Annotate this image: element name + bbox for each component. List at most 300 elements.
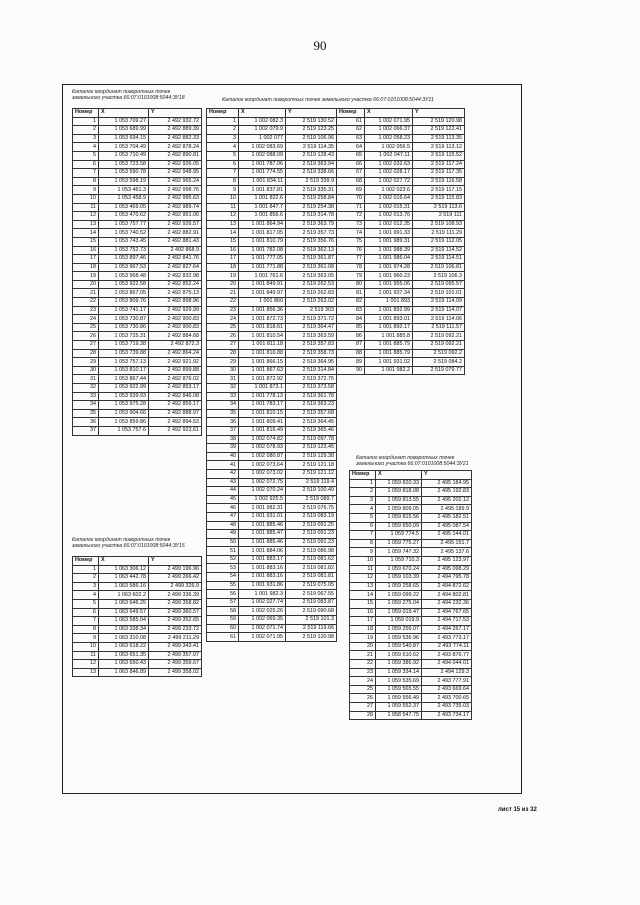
table-row — [73, 574, 202, 583]
y-coordinate-cell: 2 492 882.33 — [149, 134, 202, 143]
x-coordinate-cell: 1 002 071.95 — [365, 117, 413, 126]
x-coordinate-cell: 1 001 847.7 — [239, 203, 286, 212]
point-number-cell: 70 — [337, 194, 365, 203]
col-header-x: X — [376, 471, 422, 480]
x-coordinate-cell: 1 002 071.95 — [239, 633, 286, 642]
y-coordinate-cell: 2 519 111 — [413, 212, 465, 221]
point-number-cell: 32 — [207, 384, 239, 393]
point-number-cell: 34 — [207, 401, 239, 410]
x-coordinate-cell: 1 059 019.9 — [376, 617, 422, 626]
y-coordinate-cell: 2 493 773.17 — [422, 634, 472, 643]
y-coordinate-cell: 2 492 889.39 — [149, 126, 202, 135]
y-coordinate-cell: 2 519 356.76 — [286, 237, 337, 246]
table-row — [207, 598, 337, 607]
y-coordinate-cell: 2 519 081.62 — [286, 555, 337, 564]
table-row — [207, 504, 337, 513]
table-row — [73, 169, 202, 178]
y-coordinate-cell: 2 519 100.49 — [286, 487, 337, 496]
x-coordinate-cell: 1 002 073.64 — [239, 461, 286, 470]
x-coordinate-cell: 1 053 757.6 — [99, 426, 149, 435]
table-row — [207, 538, 337, 547]
y-coordinate-cell: 2 519 129.38 — [286, 452, 337, 461]
y-coordinate-cell: 2 499 358.02 — [149, 668, 202, 677]
y-coordinate-cell: 2 495 137.6 — [422, 548, 472, 557]
x-coordinate-cell: 1 053 757.77 — [99, 220, 149, 229]
table-row — [337, 246, 465, 255]
y-coordinate-cell: 2 495 202.12 — [422, 496, 472, 505]
y-coordinate-cell: 2 519 361.78 — [286, 392, 337, 401]
point-number-cell: 19 — [207, 272, 239, 281]
table-row — [207, 392, 337, 401]
x-coordinate-cell: 1 001 774.55 — [239, 169, 286, 178]
y-coordinate-cell: 2 492 882.91 — [149, 229, 202, 238]
point-number-cell: 84 — [337, 315, 365, 324]
point-number-cell: 6 — [73, 608, 99, 617]
x-coordinate-cell: 1 002 058.23 — [365, 134, 413, 143]
point-number-cell: 9 — [350, 548, 376, 557]
table-row — [337, 280, 465, 289]
table-row — [207, 341, 337, 350]
y-coordinate-cell: 2 492 932.72 — [149, 117, 202, 126]
point-number-cell: 28 — [73, 349, 99, 358]
y-coordinate-cell: 2 519 092.21 — [413, 332, 465, 341]
table-row — [73, 263, 202, 272]
table-row — [207, 169, 337, 178]
y-coordinate-cell: 2 519 361.87 — [286, 255, 337, 264]
table-row — [73, 117, 202, 126]
x-coordinate-cell: 1 059 540.87 — [376, 642, 422, 651]
x-coordinate-cell: 1 001 816.88 — [239, 349, 286, 358]
point-number-cell: 36 — [207, 418, 239, 427]
table-row — [337, 298, 465, 307]
y-coordinate-cell: 2 519 130.52 — [286, 117, 337, 126]
point-number-cell: 2 — [73, 574, 99, 583]
y-coordinate-cell: 2 519 357.68 — [286, 409, 337, 418]
y-coordinate-cell: 2 519 258.84 — [286, 194, 337, 203]
y-coordinate-cell: 2 519 086.98 — [286, 547, 337, 556]
col-header-num: Номер — [207, 109, 239, 118]
point-number-cell: 54 — [207, 573, 239, 582]
y-coordinate-cell: 2 519 120.98 — [413, 117, 465, 126]
x-coordinate-cell: 1 001 872.73 — [239, 315, 286, 324]
y-coordinate-cell: 2 519 262.83 — [286, 289, 337, 298]
x-coordinate-cell: 1 002 023.6 — [365, 186, 413, 195]
x-coordinate-cell: 1 002 016.64 — [365, 194, 413, 203]
x-coordinate-cell: 1 001 787.06 — [239, 160, 286, 169]
col-header-num: Номер — [73, 109, 99, 118]
table-row — [350, 608, 472, 617]
y-coordinate-cell: 2 519 089.7 — [286, 495, 337, 504]
x-coordinate-cell: 1 001 866.15 — [239, 358, 286, 367]
y-coordinate-cell: 2 519 114.51 — [413, 255, 465, 264]
y-coordinate-cell: 2 492 881.43 — [149, 237, 202, 246]
y-coordinate-cell: 2 494 129.3 — [422, 668, 472, 677]
y-coordinate-cell: 2 494 767.65 — [422, 608, 472, 617]
point-number-cell: 89 — [337, 358, 365, 367]
y-coordinate-cell: 2 494 802.81 — [422, 591, 472, 600]
table-row — [73, 375, 202, 384]
point-number-cell: 25 — [207, 323, 239, 332]
y-coordinate-cell: 2 492 965.24 — [149, 177, 202, 186]
y-coordinate-cell: 2 519 116.58 — [413, 177, 465, 186]
table-row — [73, 289, 202, 298]
x-coordinate-cell: 1 053 897.46 — [99, 255, 149, 264]
x-coordinate-cell: 1 001 893 — [365, 298, 413, 307]
point-number-cell: 39 — [207, 444, 239, 453]
table-row — [207, 143, 337, 152]
table-row — [73, 591, 202, 600]
point-number-cell: 25 — [73, 323, 99, 332]
point-number-cell: 17 — [350, 617, 376, 626]
x-coordinate-cell: 1 053 458.9 — [99, 194, 149, 203]
x-coordinate-cell: 1 001 884.06 — [239, 547, 286, 556]
point-number-cell: 12 — [350, 574, 376, 583]
caption-zu15-line1: Каталог координат поворотных точек — [72, 537, 171, 543]
table-row — [337, 160, 465, 169]
x-coordinate-cell: 1 053 710.49 — [99, 151, 149, 160]
x-coordinate-cell: 1 063 310.08 — [99, 634, 149, 643]
point-number-cell: 22 — [73, 298, 99, 307]
point-number-cell: 44 — [207, 487, 239, 496]
point-number-cell: 32 — [73, 384, 99, 393]
y-coordinate-cell: 2 492 926.05 — [149, 160, 202, 169]
point-number-cell: 50 — [207, 538, 239, 547]
point-number-cell: 17 — [73, 255, 99, 264]
x-coordinate-cell: 1 002 027.72 — [365, 177, 413, 186]
table-row — [73, 642, 202, 651]
point-number-cell: 52 — [207, 555, 239, 564]
y-coordinate-cell: 2 493 735.03 — [422, 703, 472, 712]
y-coordinate-cell: 2 493 700.65 — [422, 694, 472, 703]
point-number-cell: 12 — [207, 212, 239, 221]
y-coordinate-cell: 2 519 123.45 — [286, 444, 337, 453]
y-coordinate-cell: 2 492 951.06 — [149, 212, 202, 221]
x-coordinate-cell: 1 053 859.86 — [99, 418, 149, 427]
x-coordinate-cell: 1 059 813.55 — [376, 496, 422, 505]
point-number-cell: 13 — [207, 220, 239, 229]
table-row — [73, 426, 202, 435]
y-coordinate-cell: 2 495 144.01 — [422, 531, 472, 540]
table-row — [207, 289, 337, 298]
table-row — [207, 375, 337, 384]
y-coordinate-cell: 2 519 075.05 — [286, 581, 337, 590]
point-number-cell: 37 — [73, 426, 99, 435]
y-coordinate-cell: 2 519 117.35 — [413, 169, 465, 178]
point-number-cell: 2 — [73, 126, 99, 135]
x-coordinate-cell: 1 001 885.8 — [365, 332, 413, 341]
table-row — [350, 522, 472, 531]
table-row — [350, 505, 472, 514]
table-row — [207, 186, 337, 195]
y-coordinate-cell: 2 519 081.81 — [286, 573, 337, 582]
y-coordinate-cell: 2 519 121.18 — [286, 461, 337, 470]
x-coordinate-cell: 1 001 778.13 — [239, 392, 286, 401]
table-row — [350, 531, 472, 540]
table-row — [207, 607, 337, 616]
table-row — [207, 384, 337, 393]
y-coordinate-cell: 2 519 363.59 — [286, 332, 337, 341]
table-row — [207, 401, 337, 410]
x-coordinate-cell: 1 001 937.34 — [365, 289, 413, 298]
y-coordinate-cell: 2 499 326.9 — [149, 582, 202, 591]
point-number-cell: 66 — [337, 160, 365, 169]
col-header-num: Номер — [350, 471, 376, 480]
y-coordinate-cell: 2 495 151.7 — [422, 539, 472, 548]
table-header-row — [337, 109, 465, 118]
x-coordinate-cell: 1 001 761.6 — [239, 272, 286, 281]
x-coordinate-cell: 1 001 818.61 — [239, 323, 286, 332]
table-row — [73, 323, 202, 332]
x-coordinate-cell: 1 002 032.63 — [365, 160, 413, 169]
y-coordinate-cell: 2 499 266.42 — [149, 574, 202, 583]
x-coordinate-cell: 1 001 988.39 — [365, 246, 413, 255]
table-row — [73, 255, 202, 264]
table-row — [207, 349, 337, 358]
point-number-cell: 60 — [207, 624, 239, 633]
point-number-cell: 18 — [73, 263, 99, 272]
point-number-cell: 13 — [350, 582, 376, 591]
table-row — [73, 341, 202, 350]
y-coordinate-cell: 2 494 872.62 — [422, 582, 472, 591]
point-number-cell: 9 — [73, 634, 99, 643]
y-coordinate-cell: 2 519 364.95 — [286, 358, 337, 367]
caption-zu11: Каталог координат поворотных точек земельного участка 66:07:0101008:5044:ЗУ11 — [222, 97, 434, 103]
y-coordinate-cell: 2 492 995.63 — [149, 194, 202, 203]
table-row — [337, 151, 465, 160]
table-row — [73, 272, 202, 281]
x-coordinate-cell: 1 001 885.46 — [239, 538, 286, 547]
y-coordinate-cell: 2 519 117.15 — [413, 186, 465, 195]
table-row — [207, 487, 337, 496]
y-coordinate-cell: 2 519 106.96 — [286, 134, 337, 143]
y-coordinate-cell: 2 493 669.64 — [422, 685, 472, 694]
table-row — [73, 126, 202, 135]
point-number-cell: 24 — [350, 677, 376, 686]
x-coordinate-cell: 1 053 743.45 — [99, 237, 149, 246]
x-coordinate-cell: 1 053 968.48 — [99, 272, 149, 281]
x-coordinate-cell: 1 001 860 — [239, 298, 286, 307]
point-number-cell: 15 — [350, 599, 376, 608]
table-row — [350, 496, 472, 505]
table-row — [73, 392, 202, 401]
x-coordinate-cell: 1 001 883.16 — [239, 564, 286, 573]
table-row — [350, 574, 472, 583]
y-coordinate-cell: 2 493 734.17 — [422, 711, 472, 720]
point-number-cell: 83 — [337, 306, 365, 315]
table-row — [73, 582, 202, 591]
x-coordinate-cell: 1 001 782.08 — [239, 246, 286, 255]
y-coordinate-cell: 2 495 184.95 — [422, 479, 472, 488]
table-row — [73, 384, 202, 393]
x-coordinate-cell: 1 001 883.16 — [239, 573, 286, 582]
y-coordinate-cell: 2 499 358.82 — [149, 599, 202, 608]
x-coordinate-cell: 1 001 771.88 — [239, 263, 286, 272]
x-coordinate-cell: 1 059 775.27 — [376, 539, 422, 548]
point-number-cell: 33 — [73, 392, 99, 401]
y-coordinate-cell: 2 519 254.38 — [286, 203, 337, 212]
table-row — [73, 143, 202, 152]
point-number-cell: 35 — [73, 409, 99, 418]
table-row — [350, 565, 472, 574]
table-row — [73, 366, 202, 375]
x-coordinate-cell: 1 001 849.91 — [239, 280, 286, 289]
table-row — [207, 332, 337, 341]
y-coordinate-cell: 2 494 717.53 — [422, 617, 472, 626]
col-header-num: Номер — [73, 557, 99, 566]
table-row — [207, 323, 337, 332]
y-coordinate-cell: 2 519 114.06 — [413, 315, 465, 324]
point-number-cell: 15 — [73, 237, 99, 246]
point-number-cell: 40 — [207, 452, 239, 461]
y-coordinate-cell: 2 519 113.12 — [413, 143, 465, 152]
y-coordinate-cell: 2 492 923.61 — [149, 426, 202, 435]
x-coordinate-cell: 1 001 974.28 — [365, 263, 413, 272]
x-coordinate-cell: 1 002 071.74 — [239, 624, 286, 633]
y-coordinate-cell: 2 519 357.73 — [286, 229, 337, 238]
point-number-cell: 26 — [350, 694, 376, 703]
y-coordinate-cell: 2 519 314.78 — [286, 212, 337, 221]
table-row — [207, 315, 337, 324]
x-coordinate-cell: 1 059 565.55 — [376, 685, 422, 694]
y-coordinate-cell: 2 492 846.08 — [149, 392, 202, 401]
table-row — [207, 555, 337, 564]
point-number-cell: 1 — [350, 479, 376, 488]
x-coordinate-cell: 1 063 586.16 — [99, 582, 149, 591]
table-row — [337, 126, 465, 135]
point-number-cell: 8 — [207, 177, 239, 186]
point-number-cell: 4 — [207, 143, 239, 152]
table-header-row — [73, 557, 202, 566]
x-coordinate-cell: 1 053 694.15 — [99, 134, 149, 143]
coords-table-zu18 — [72, 108, 202, 436]
table-header-row — [73, 109, 202, 118]
y-coordinate-cell: 2 495 098.29 — [422, 565, 472, 574]
point-number-cell: 53 — [207, 564, 239, 573]
caption-zu18-line2: земельного участка 66:07:0101008:5044:ЗУ18 — [72, 95, 185, 102]
point-number-cell: 13 — [73, 220, 99, 229]
table-row — [73, 332, 202, 341]
x-coordinate-cell: 1 001 885.46 — [239, 521, 286, 530]
table-row — [337, 255, 465, 264]
table-row — [73, 608, 202, 617]
y-coordinate-cell: 2 492 921.92 — [149, 358, 202, 367]
y-coordinate-cell: 2 492 929.99 — [149, 306, 202, 315]
x-coordinate-cell: 1 053 757.13 — [99, 358, 149, 367]
table-row — [207, 272, 337, 281]
caption-zu21-line1: Каталог координат поворотных точек — [356, 455, 455, 461]
y-coordinate-cell: 2 519 106.81 — [413, 263, 465, 272]
table-row — [207, 263, 337, 272]
point-number-cell: 10 — [350, 556, 376, 565]
point-number-cell: 61 — [207, 633, 239, 642]
y-coordinate-cell: 2 519 373.58 — [286, 384, 337, 393]
point-number-cell: 43 — [207, 478, 239, 487]
x-coordinate-cell: 1 058 547.75 — [376, 711, 422, 720]
x-coordinate-cell: 1 001 986.04 — [365, 255, 413, 264]
point-number-cell: 26 — [207, 332, 239, 341]
table-row — [207, 306, 337, 315]
table-row — [350, 539, 472, 548]
x-coordinate-cell: 1 059 556.49 — [376, 694, 422, 703]
y-coordinate-cell: 2 492 898.96 — [149, 298, 202, 307]
x-coordinate-cell: 1 053 809.76 — [99, 298, 149, 307]
x-coordinate-cell: 1 053 904.66 — [99, 409, 149, 418]
point-number-cell: 33 — [207, 392, 239, 401]
x-coordinate-cell: 1 053 719.38 — [99, 341, 149, 350]
y-coordinate-cell: 2 492 878.24 — [149, 143, 202, 152]
y-coordinate-cell: 2 495 192.83 — [422, 488, 472, 497]
point-number-cell: 30 — [207, 366, 239, 375]
point-number-cell: 34 — [73, 401, 99, 410]
x-coordinate-cell: 1 002 078.93 — [239, 444, 286, 453]
y-coordinate-cell: 2 519 263.02 — [286, 298, 337, 307]
y-coordinate-cell: 2 519 113.35 — [413, 134, 465, 143]
y-coordinate-cell: 2 519 364.47 — [286, 323, 337, 332]
x-coordinate-cell: 1 001 864.94 — [239, 220, 286, 229]
x-coordinate-cell: 1 002 012.35 — [365, 220, 413, 229]
table-row — [207, 134, 337, 143]
x-coordinate-cell: 1 059 256.07 — [376, 625, 422, 634]
table-row — [207, 573, 337, 582]
x-coordinate-cell: 1 053 730.87 — [99, 315, 149, 324]
table-row — [73, 229, 202, 238]
y-coordinate-cell: 2 519 339.9 — [286, 177, 337, 186]
point-number-cell: 12 — [73, 212, 99, 221]
point-number-cell: 22 — [350, 660, 376, 669]
point-number-cell: 5 — [350, 513, 376, 522]
x-coordinate-cell: 1 053 975.28 — [99, 401, 149, 410]
y-coordinate-cell: 2 519 363.23 — [286, 401, 337, 410]
y-coordinate-cell: 2 499 211.29 — [149, 634, 202, 643]
point-number-cell: 57 — [207, 598, 239, 607]
y-coordinate-cell: 2 519 338.66 — [286, 169, 337, 178]
table-row — [73, 349, 202, 358]
y-coordinate-cell: 2 492 900.83 — [149, 315, 202, 324]
point-number-cell: 23 — [207, 306, 239, 315]
x-coordinate-cell: 1 053 461.3 — [99, 186, 149, 195]
x-coordinate-cell: 1 002 074.82 — [239, 435, 286, 444]
point-number-cell: 7 — [73, 169, 99, 178]
x-coordinate-cell: 1 053 470.62 — [99, 212, 149, 221]
y-coordinate-cell: 2 519 095.57 — [413, 280, 465, 289]
x-coordinate-cell: 1 001 960.23 — [365, 272, 413, 281]
point-number-cell: 2 — [350, 488, 376, 497]
x-coordinate-cell: 1 002 056.5 — [365, 143, 413, 152]
x-coordinate-cell: 1 002 013.76 — [365, 212, 413, 221]
point-number-cell: 10 — [73, 642, 99, 651]
y-coordinate-cell: 2 519 363.94 — [286, 160, 337, 169]
point-number-cell: 4 — [73, 591, 99, 600]
x-coordinate-cell: 1 059 820.33 — [376, 479, 422, 488]
y-coordinate-cell: 2 492 890.81 — [149, 151, 202, 160]
point-number-cell: 2 — [207, 126, 239, 135]
col-header-x: X — [99, 109, 149, 118]
y-coordinate-cell: 2 519 115.52 — [413, 151, 465, 160]
point-number-cell: 67 — [337, 169, 365, 178]
table-row — [337, 169, 465, 178]
y-coordinate-cell: 2 519 363.79 — [286, 220, 337, 229]
col-header-y: Y — [422, 471, 472, 480]
table-row — [73, 151, 202, 160]
table-row — [73, 203, 202, 212]
point-number-cell: 15 — [207, 237, 239, 246]
table-row — [73, 565, 202, 574]
table-row — [73, 660, 202, 669]
point-number-cell: 29 — [207, 358, 239, 367]
table-row — [73, 401, 202, 410]
point-number-cell: 5 — [73, 151, 99, 160]
x-coordinate-cell: 1 053 730.86 — [99, 323, 149, 332]
